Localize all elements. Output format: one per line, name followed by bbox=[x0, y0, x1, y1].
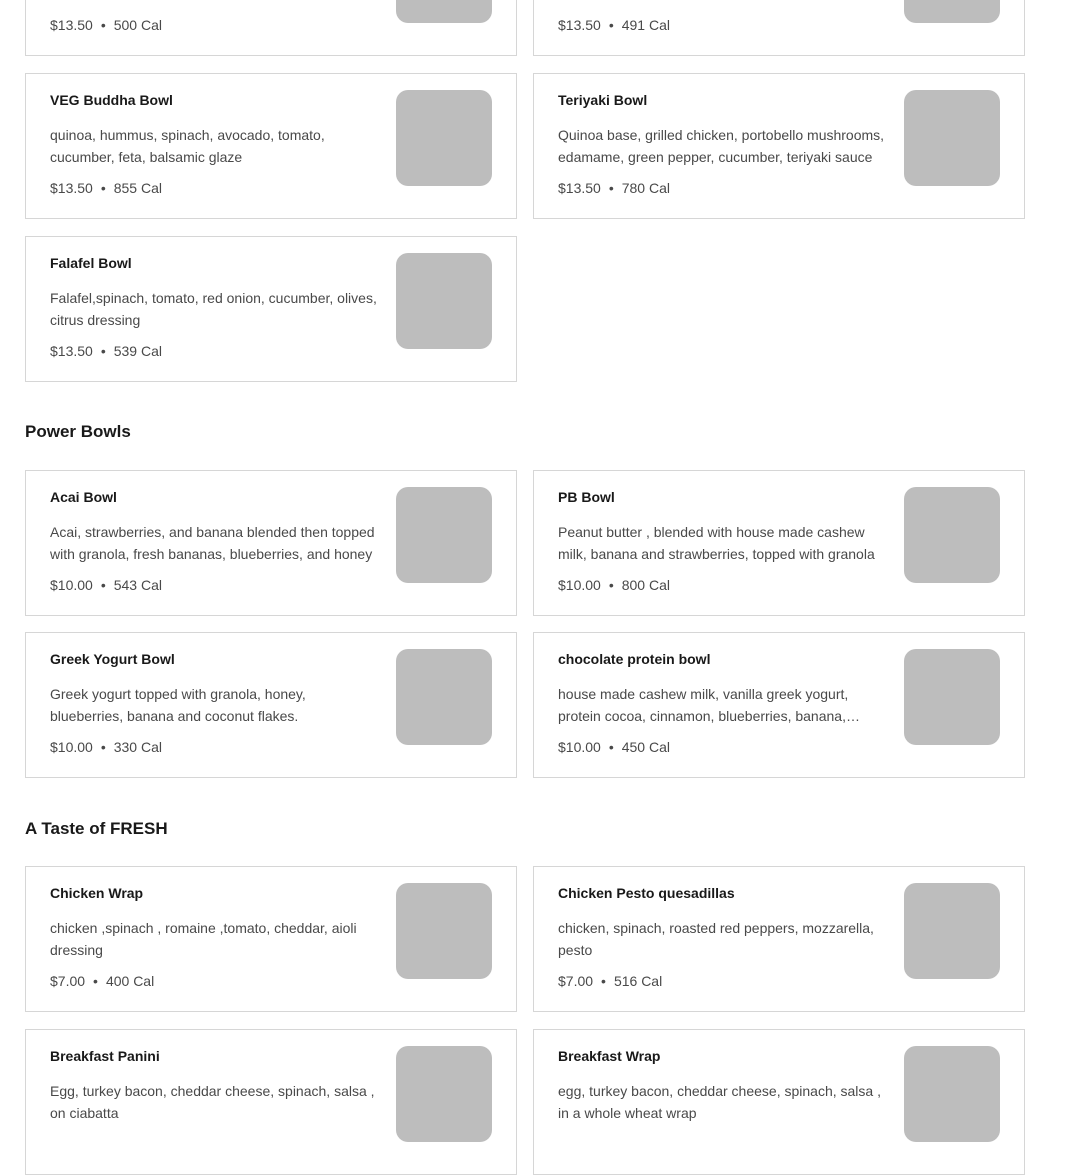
item-description: Acai, strawberries, and banana blended then topped with granola, fresh bananas, blueberries, and honey bbox=[50, 524, 375, 562]
item-image bbox=[904, 90, 1000, 186]
separator-dot: • bbox=[100, 739, 106, 755]
menu-item-card[interactable] bbox=[25, 236, 517, 382]
separator-dot: • bbox=[100, 180, 106, 196]
menu-item-card[interactable] bbox=[25, 73, 517, 219]
item-price: $13.50 bbox=[50, 17, 93, 33]
item-image bbox=[904, 649, 1000, 745]
item-calories: 500 Cal bbox=[113, 17, 162, 33]
item-meta bbox=[50, 973, 154, 989]
item-name: Greek Yogurt Bowl bbox=[50, 651, 175, 667]
item-image bbox=[904, 883, 1000, 979]
separator-dot: • bbox=[608, 180, 614, 196]
menu-item-card[interactable] bbox=[25, 866, 517, 1012]
item-image bbox=[396, 487, 492, 583]
item-name: Breakfast Panini bbox=[50, 1048, 160, 1064]
item-price: $10.00 bbox=[50, 739, 93, 755]
section-title-taste-of-fresh: A Taste of FRESH bbox=[25, 819, 168, 838]
item-name: Chicken Wrap bbox=[50, 885, 144, 901]
item-price: $10.00 bbox=[558, 739, 601, 755]
item-calories: 450 Cal bbox=[621, 739, 670, 755]
separator-dot: • bbox=[100, 17, 106, 33]
item-image bbox=[396, 883, 492, 979]
item-image bbox=[904, 487, 1000, 583]
section-title-power-bowls: Power Bowls bbox=[25, 422, 131, 441]
item-calories: 516 Cal bbox=[613, 973, 663, 989]
menu-item-card[interactable] bbox=[25, 470, 517, 616]
item-meta bbox=[558, 973, 662, 989]
separator-dot: • bbox=[608, 577, 614, 593]
item-price: $13.50 bbox=[558, 180, 601, 196]
item-calories: 855 Cal bbox=[113, 180, 162, 196]
item-description: Greek yogurt topped with granola, honey, blueberries, banana and coconut flakes. bbox=[50, 686, 306, 724]
menu-item-card[interactable] bbox=[25, 632, 517, 778]
menu-item-card[interactable] bbox=[533, 470, 1025, 616]
item-name: Teriyaki Bowl bbox=[558, 92, 648, 108]
item-description: Peanut butter , blended with house made cashew milk, banana and strawberries, topped with granola bbox=[558, 524, 875, 562]
separator-dot: • bbox=[608, 739, 614, 755]
item-name: chocolate protein bowl bbox=[558, 651, 711, 667]
item-description: chicken ,spinach , romaine ,tomato, cheddar, aioli dressing bbox=[50, 920, 357, 958]
item-image bbox=[904, 1046, 1000, 1142]
menu-item-card[interactable] bbox=[533, 0, 1025, 56]
item-description: quinoa, hummus, spinach, avocado, tomato, cucumber, feta, balsamic glaze bbox=[50, 127, 325, 165]
separator-dot: • bbox=[601, 973, 606, 989]
item-image bbox=[904, 0, 1000, 23]
separator-dot: • bbox=[100, 343, 106, 359]
menu-item-card[interactable] bbox=[533, 866, 1025, 1012]
item-image bbox=[396, 649, 492, 745]
item-meta bbox=[50, 577, 162, 593]
item-image bbox=[396, 1046, 492, 1142]
item-calories: 400 Cal bbox=[105, 973, 155, 989]
item-price: $13.50 bbox=[558, 17, 601, 33]
item-calories: 800 Cal bbox=[621, 577, 670, 593]
item-description: chicken, spinach, roasted red peppers, mozzarella, pesto bbox=[558, 920, 874, 958]
item-image bbox=[396, 253, 492, 349]
item-meta bbox=[558, 577, 670, 593]
separator-dot: • bbox=[93, 973, 98, 989]
separator-dot: • bbox=[100, 577, 106, 593]
item-image bbox=[396, 0, 492, 23]
item-name: Falafel Bowl bbox=[50, 255, 132, 271]
item-image bbox=[396, 90, 492, 186]
item-calories: 780 Cal bbox=[621, 180, 670, 196]
menu-item-card[interactable] bbox=[533, 73, 1025, 219]
item-calories: 330 Cal bbox=[113, 739, 162, 755]
item-description: Quinoa base, grilled chicken, portobello mushrooms, edamame, green pepper, cucumber, teriyaki sauce bbox=[558, 127, 885, 165]
item-name: Acai Bowl bbox=[50, 489, 117, 505]
item-meta bbox=[50, 17, 162, 33]
item-description: Egg, turkey bacon, cheddar cheese, spinach, salsa , on ciabatta bbox=[50, 1083, 375, 1121]
item-meta bbox=[558, 739, 670, 755]
item-description: house made cashew milk, vanilla greek yogurt, protein cocoa, cinnamon, blueberries, banana, bbox=[558, 686, 849, 724]
menu-item-card[interactable] bbox=[25, 0, 517, 56]
item-name: Breakfast Wrap bbox=[558, 1048, 661, 1064]
item-name: VEG Buddha Bowl bbox=[50, 92, 173, 108]
item-price: $7.00 bbox=[50, 973, 86, 989]
item-description: egg, turkey bacon, cheddar cheese, spinach, salsa , in a whole wheat wrap bbox=[558, 1083, 881, 1121]
item-price: $13.50 bbox=[50, 343, 93, 359]
item-calories: 543 Cal bbox=[113, 577, 162, 593]
item-price: $10.00 bbox=[558, 577, 601, 593]
item-meta bbox=[558, 17, 670, 33]
separator-dot: • bbox=[608, 17, 614, 33]
menu-item-card[interactable] bbox=[533, 1029, 1025, 1175]
item-description: Falafel,spinach, tomato, red onion, cucumber, olives, citrus dressing bbox=[50, 290, 377, 328]
menu-item-card[interactable] bbox=[25, 1029, 517, 1175]
item-name: Chicken Pesto quesadillas bbox=[558, 885, 735, 901]
item-calories: 539 Cal bbox=[113, 343, 162, 359]
item-price: $13.50 bbox=[50, 180, 93, 196]
item-meta bbox=[50, 739, 162, 755]
item-name: PB Bowl bbox=[558, 489, 615, 505]
item-calories: 491 Cal bbox=[621, 17, 670, 33]
menu-item-card[interactable] bbox=[533, 632, 1025, 778]
item-meta bbox=[50, 343, 162, 359]
item-meta bbox=[558, 180, 670, 196]
item-price: $7.00 bbox=[558, 973, 594, 989]
item-meta bbox=[50, 180, 162, 196]
item-price: $10.00 bbox=[50, 577, 93, 593]
